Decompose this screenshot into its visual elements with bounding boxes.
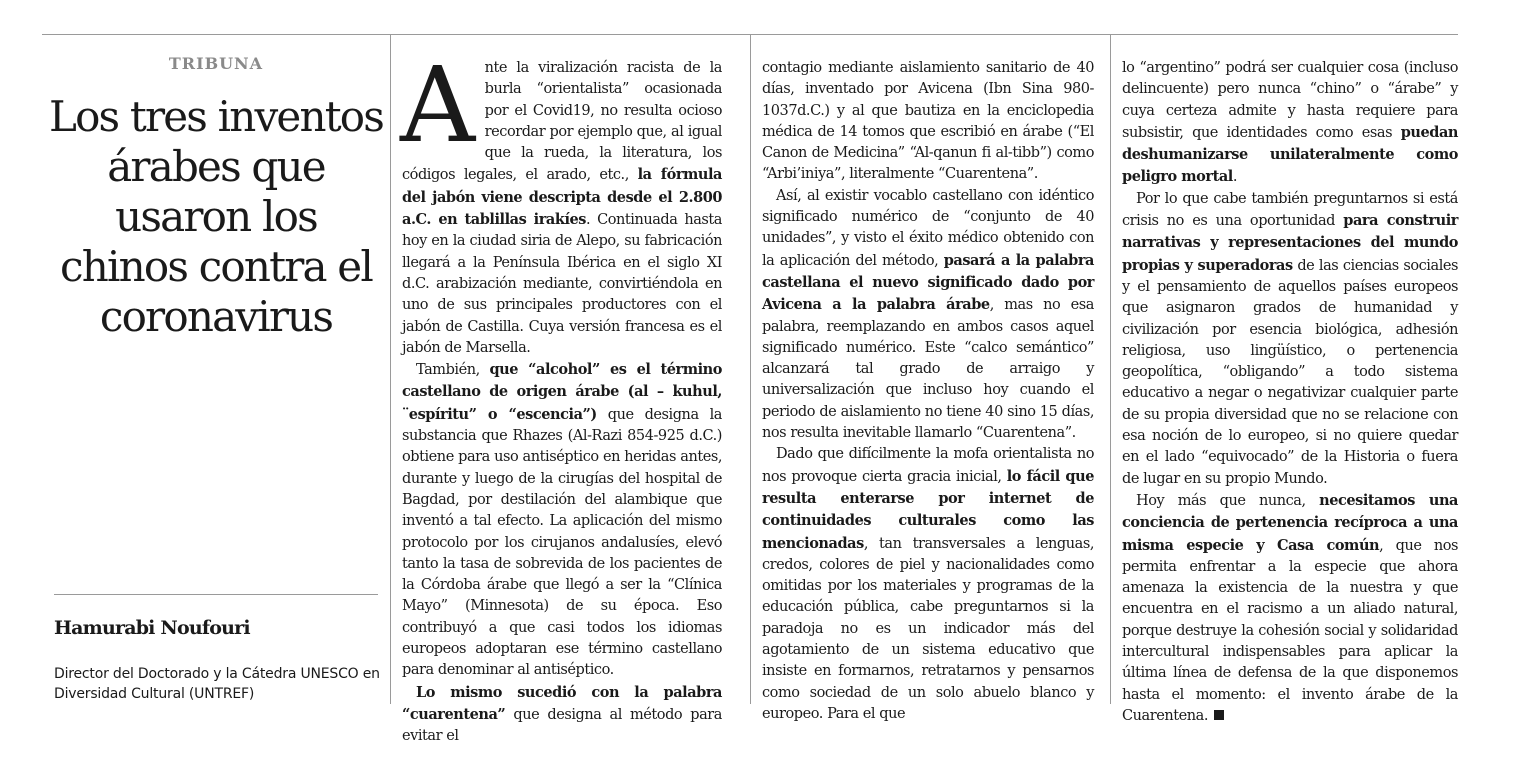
text-run: Dado que difícilmente la mofa orientalista no nos provoque cierta gracia inicial,	[762, 446, 1094, 485]
bold-text-run: lo fácil que resulta enterarse por internet de continuidades culturales como las mencionadas	[762, 467, 1094, 552]
bold-text-run: Lo mismo sucedió con la palabra “cuarentena”	[402, 683, 722, 723]
article-column-3	[1122, 58, 1458, 727]
paragraph: contagio mediante aislamiento sanitario de 40 días, inventado por Avicena (Ibn Sina 980-1037d.C.) y al que bautiza en la enciclopedia médica de 14 tomos que escribió en árabe (“El Canon de Medicina” “Al-qanun fi al-tibb”) como “Arbi’iniya”, literalmente “Cuarentena”.	[762, 60, 1094, 183]
article-header-panel	[42, 34, 390, 704]
paragraph	[762, 186, 1094, 445]
paragraph	[1122, 189, 1458, 490]
section-label: TRIBUNA	[168, 54, 264, 73]
text-run: , tan transversales a lenguas, credos, colores de piel y nacionalidades como omitidas por los materiales y programas de la educación pública, cabe preguntarnos si la paradoja no es un indicador más del agotamiento de un sistema educativo que insiste en formarnos, retratarnos y pensarnos como sociedad de un solo abuelo blanco y europeo. Para el que	[762, 535, 1094, 722]
bold-text-run: necesitamos una conciencia de pertenencia recíproca a una misma especie y Casa común	[1122, 491, 1458, 554]
paragraph	[400, 44, 722, 359]
text-run: de las ciencias sociales y el pensamiento de aquellos países europeos que asignaron grados de humanidad y civilización por esencia biológica, adhesión religiosa, uso lingüístico, o pertenencia geopolítica, “obligando” a todo sistema educativo a negar o negativizar cualquier parte de su propia diversidad que no se relacione con esa noción de lo europeo, si no quiere quedar en el lado “equivocado” de la Historia o fuera de lugar en su propio Mundo.	[1122, 257, 1458, 487]
text-run: Así, al existir vocablo castellano con idéntico significado numérico de “conjunto de 40 unidades”, y visto el éxito médico obtenido con la aplicación del método,	[762, 187, 1094, 269]
drop-cap: A	[400, 44, 475, 166]
text-run: nte la viralización racista de la burla “orientalista” ocasionada por el Covid19, no resulta ocioso recordar por ejemplo que, al igual que la rueda, la literatura, los códigos legales, el arado, etc.,	[402, 60, 722, 184]
paragraph	[762, 444, 1094, 725]
paragraph	[1122, 490, 1458, 727]
text-run: . Continuada hasta hoy en la ciudad siria de Alepo, su fabricación llegará a la Península Ibérica en el siglo XI d.C. arabización mediante, convirtiéndola en uno de sus principales productores con el jabón de Castilla. Cuya versión francesa es el jabón de Marsella.	[402, 212, 722, 356]
text-run: que designa la substancia que Rhazes (Al-Razi 854-925 d.C.) obtiene para uso antiséptico en heridas antes, durante y luego de la cirugías del hospital de Bagdad, por destilación del alambique que inventó a tal efecto. La aplicación del mismo protocolo por los cirujanos andalusíes, elevó tanto la tasa de sobrevida de los pacientes de la Córdoba árabe que llegó a ser la “Clínica Mayo” (Minnesota) de su época. Eso contribuyó a que casi todos los idiomas europeos adoptaran ese término castellano para denominar al antiséptico.	[402, 406, 722, 679]
text-run: También,	[416, 362, 490, 379]
text-run: , mas no esa palabra, reemplazando en ambos casos aquel significado numérico. Este “calco semántico” alcanzará tal grado de arraigo y universalización que incluso hoy cuando el periodo de aislamiento no tiene 40 sino 15 días, nos resulta inevitable llamarlo “Cuarentena”.	[762, 297, 1094, 442]
article-headline: Los tres inventos árabes que usaron los chinos contra el coronavirus	[48, 92, 384, 341]
text-run: .	[1232, 169, 1238, 186]
text-run: , que nos permita enfrentar a la especie que ahora amenaza la existencia de la nuestra y que encuentra en el racismo a un aliado natural, porque destruye la cohesión social y solidaridad intercultural indispensables para aplicar la última línea de defensa de la que disponemos hasta el momento: el invento árabe de la Cuarentena.	[1122, 537, 1458, 724]
bold-text-run: pasará a la palabra castellana el nuevo significado dado por Avicena a la palabra árabe	[762, 251, 1094, 314]
column-divider	[1110, 34, 1111, 704]
article-column-2	[762, 58, 1094, 725]
paragraph	[402, 682, 722, 748]
author-role: Director del Doctorado y la Cátedra UNESCO en Diversidad Cultural (UNTREF)	[54, 666, 380, 702]
bold-text-run: puedan deshumanizarse unilateralmente como peligro mortal	[1122, 123, 1458, 186]
column-divider	[390, 34, 391, 704]
column-divider	[750, 34, 751, 704]
end-of-article-mark	[1214, 710, 1224, 720]
bold-text-run: para construir narrativas y representaciones del mundo propias y superadoras	[1122, 212, 1458, 274]
bold-text-run: que “alcohol” es el término castellano de origen árabe (al – kuhul, ¨espíritu” o “escencia”)	[402, 361, 722, 423]
paragraph	[1122, 58, 1458, 189]
bold-text-run: la fórmula del jabón viene descripta desde el 2.800 a.C. en tablillas irakíes	[402, 166, 722, 229]
text-run: Hoy más que nunca,	[1136, 492, 1320, 509]
author-name: Hamurabi Noufouri	[54, 617, 250, 639]
text-run: que designa al método para evitar el	[402, 706, 722, 745]
article-column-1	[400, 44, 722, 748]
text-run: Por lo que cabe también preguntarnos si está crisis no es una oportunidad	[1122, 190, 1458, 230]
text-run: lo “argentino” podrá ser cualquier cosa (incluso delincuente) pero nunca “chino” o “árabe” y cuya certeza admite y hasta requiere para subsistir, que identidades como esas	[1122, 60, 1458, 141]
paragraph	[402, 359, 722, 681]
author-divider	[54, 594, 378, 595]
